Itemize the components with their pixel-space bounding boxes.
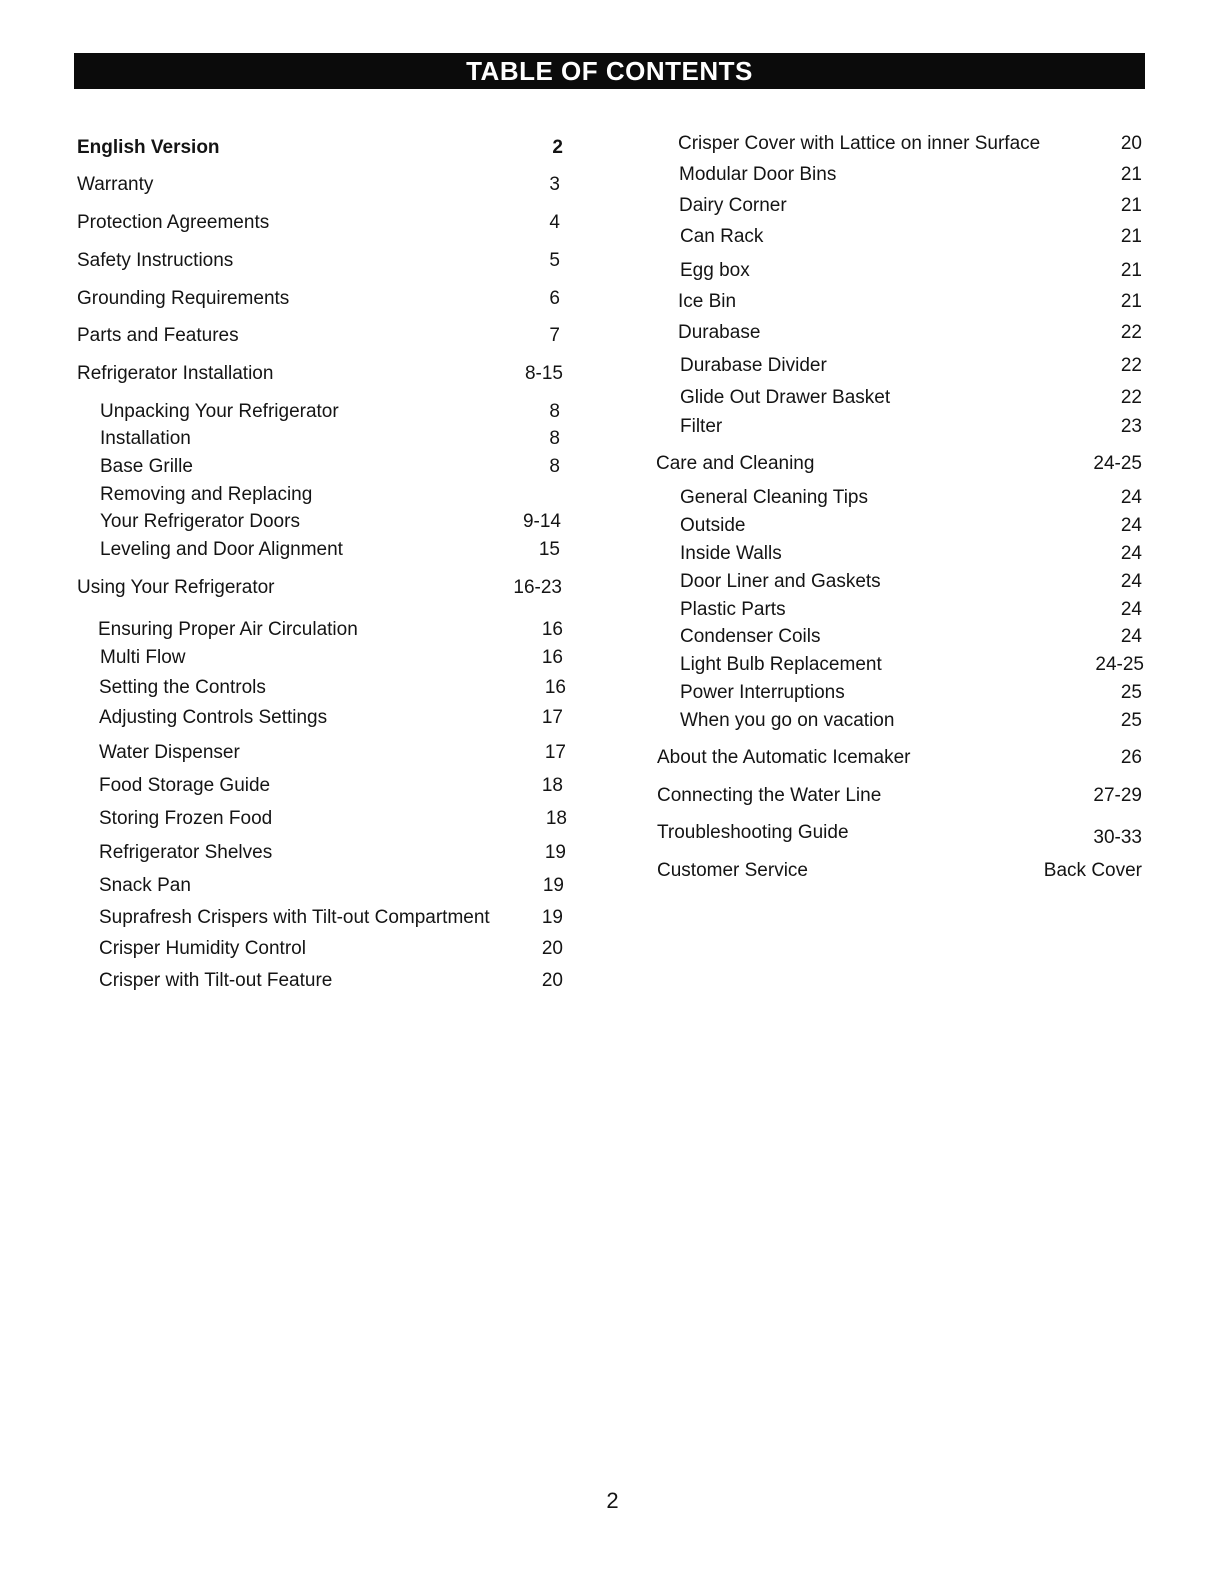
toc-entry-label: Egg box <box>680 260 750 281</box>
toc-entry-label: Food Storage Guide <box>99 775 271 796</box>
toc-entry-refrigerator-installation <box>77 363 563 385</box>
toc-entry-warranty <box>77 174 560 196</box>
toc-entry-page: 5 <box>549 250 560 271</box>
toc-entry-condenser-coils <box>680 626 1142 648</box>
toc-entry-snack-pan <box>99 875 564 897</box>
toc-entry-protection-agreements <box>77 212 560 234</box>
toc-entry-modular-door-bins <box>679 164 1142 186</box>
toc-entry-label: Grounding Requirements <box>77 288 290 309</box>
toc-entry-light-bulb-replacement <box>680 654 1144 676</box>
toc-entry-english-version <box>77 137 563 159</box>
toc-entry-page: 26 <box>1120 747 1142 768</box>
toc-entry-connecting-the-water-line <box>657 785 1142 807</box>
toc-entry-label: Connecting the Water Line <box>657 785 882 806</box>
toc-entry-plastic-parts <box>680 599 1142 621</box>
toc-entry-parts-and-features <box>77 325 560 347</box>
toc-entry-leveling-and-door-alignment <box>100 539 560 561</box>
toc-entry-label: Protection Agreements <box>77 212 270 233</box>
toc-entry-label: Crisper Humidity Control <box>99 938 306 959</box>
toc-entry-page: 24-25 <box>1093 453 1142 474</box>
toc-entry-page: 24 <box>1120 487 1142 508</box>
toc-entry-page: 16-23 <box>513 577 562 598</box>
toc-entry-crisper-humidity-control <box>99 938 563 960</box>
toc-entry-label: Using Your Refrigerator <box>77 577 275 598</box>
toc-entry-power-interruptions <box>680 682 1142 704</box>
toc-entry-grounding-requirements <box>77 288 560 310</box>
toc-entry-removing-and-replacing <box>100 484 560 506</box>
toc-entry-page: 8 <box>549 428 560 449</box>
toc-entry-label: Your Refrigerator Doors <box>100 511 300 532</box>
toc-entry-installation <box>100 428 560 450</box>
toc-entry-label: Ice Bin <box>678 291 737 312</box>
toc-entry-page: 8 <box>549 456 560 477</box>
toc-entry-page: 2 <box>552 137 563 158</box>
toc-entry-label: Adjusting Controls Settings <box>99 707 328 728</box>
toc-entry-crisper-with-tilt-out-feature <box>99 970 563 992</box>
toc-entry-label: General Cleaning Tips <box>680 487 868 508</box>
toc-entry-page: 4 <box>549 212 560 233</box>
toc-entry-water-dispenser <box>99 742 566 764</box>
toc-entry-page: 20 <box>541 970 563 991</box>
toc-entry-page: 17 <box>541 707 563 728</box>
toc-entry-label: Leveling and Door Alignment <box>100 539 343 560</box>
toc-entry-page: 16 <box>541 619 563 640</box>
page-number: 2 <box>606 1488 619 1513</box>
toc-entry-label: Water Dispenser <box>99 742 240 763</box>
toc-entry-label: Suprafresh Crispers with Tilt-out Compartment <box>99 907 490 928</box>
toc-entry-label: Parts and Features <box>77 325 239 346</box>
toc-entry-durabase <box>678 322 1142 344</box>
toc-entry-suprafresh-crispers-with-tilt-out-compartment <box>99 907 563 929</box>
toc-entry-label: Modular Door Bins <box>679 164 837 185</box>
toc-entry-label: Storing Frozen Food <box>99 808 273 829</box>
toc-entry-label: Crisper Cover with Lattice on inner Surface <box>678 133 1041 154</box>
toc-entry-general-cleaning-tips <box>680 487 1142 509</box>
toc-entry-dairy-corner <box>679 195 1142 217</box>
toc-entry-page: 19 <box>542 875 564 896</box>
toc-entry-door-liner-and-gaskets <box>680 571 1142 593</box>
toc-entry-label: Setting the Controls <box>99 677 266 698</box>
toc-entry-label: Removing and Replacing <box>100 484 313 505</box>
toc-entry-label: Durabase <box>678 322 761 343</box>
toc-entry-page: 22 <box>1120 387 1142 408</box>
toc-entry-page: Back Cover <box>1043 860 1142 881</box>
toc-entry-page: 24 <box>1120 599 1142 620</box>
toc-entry-label: Refrigerator Installation <box>77 363 274 384</box>
toc-entry-page: 18 <box>545 808 567 829</box>
toc-entry-page: 16 <box>544 677 566 698</box>
toc-entry-setting-the-controls <box>99 677 566 699</box>
toc-entry-label: Light Bulb Replacement <box>680 654 882 675</box>
toc-entry-troubleshooting-guide <box>657 822 1142 848</box>
toc-entry-unpacking-your-refrigerator <box>100 401 560 423</box>
toc-entry-can-rack <box>680 226 1142 248</box>
toc-entry-your-refrigerator-doors <box>100 511 561 533</box>
toc-entry-page: 27-29 <box>1093 785 1142 806</box>
toc-entry-egg-box <box>680 260 1142 282</box>
toc-entry-page: 22 <box>1120 322 1142 343</box>
toc-entry-page: 21 <box>1120 195 1142 216</box>
toc-entry-page: 24 <box>1120 571 1142 592</box>
toc-entry-filter <box>680 416 1142 438</box>
toc-entry-ensuring-proper-air-circulation <box>98 619 563 641</box>
toc-entry-durabase-divider <box>680 355 1142 377</box>
toc-entry-page: 7 <box>549 325 560 346</box>
toc-entry-page: 6 <box>549 288 560 309</box>
toc-entry-page: 17 <box>544 742 566 763</box>
toc-entry-page: 25 <box>1120 682 1142 703</box>
toc-entry-about-the-automatic-icemaker <box>657 747 1142 769</box>
toc-entry-page: 20 <box>541 938 563 959</box>
toc-entry-using-your-refrigerator <box>77 577 562 599</box>
toc-entry-adjusting-controls-settings <box>99 707 563 729</box>
toc-entry-label: Durabase Divider <box>680 355 827 376</box>
toc-entry-label: Door Liner and Gaskets <box>680 571 881 592</box>
toc-entry-base-grille <box>100 456 560 478</box>
toc-entry-label: Dairy Corner <box>679 195 787 216</box>
toc-entry-page: 21 <box>1120 226 1142 247</box>
toc-entry-page: 30-33 <box>1093 827 1142 848</box>
toc-entry-label: Inside Walls <box>680 543 782 564</box>
toc-entry-label: Troubleshooting Guide <box>657 822 849 843</box>
toc-title: TABLE OF CONTENTS <box>466 55 753 86</box>
toc-entry-page: 8 <box>549 401 560 422</box>
toc-entry-label: English Version <box>77 137 220 158</box>
toc-entry-label: Care and Cleaning <box>656 453 815 474</box>
toc-entry-page: 22 <box>1120 355 1142 376</box>
toc-entry-page: 24 <box>1120 626 1142 647</box>
toc-entry-crisper-cover-with-lattice-on-inner-surface <box>678 133 1142 155</box>
toc-entry-ice-bin <box>678 291 1142 313</box>
toc-entry-safety-instructions <box>77 250 560 272</box>
toc-entry-page: 19 <box>544 842 566 863</box>
toc-entry-page: 18 <box>541 775 563 796</box>
toc-entry-label: About the Automatic Icemaker <box>657 747 911 768</box>
toc-entry-refrigerator-shelves <box>99 842 566 864</box>
toc-entry-page: 16 <box>541 647 563 668</box>
toc-entry-label: Unpacking Your Refrigerator <box>100 401 339 422</box>
toc-entry-label: Ensuring Proper Air Circulation <box>98 619 358 640</box>
toc-entry-page: 19 <box>541 907 563 928</box>
toc-entry-label: When you go on vacation <box>680 710 895 731</box>
toc-entry-label: Refrigerator Shelves <box>99 842 273 863</box>
toc-entry-label: Condenser Coils <box>680 626 821 647</box>
toc-entry-inside-walls <box>680 543 1142 565</box>
toc-entry-label: Base Grille <box>100 456 193 477</box>
toc-entry-page: 3 <box>549 174 560 195</box>
toc-entry-outside <box>680 515 1142 537</box>
toc-entry-page: 25 <box>1120 710 1142 731</box>
toc-entry-label: Plastic Parts <box>680 599 786 620</box>
toc-entry-label: Installation <box>100 428 191 449</box>
toc-entry-page: 21 <box>1120 291 1142 312</box>
toc-entry-page: 24 <box>1120 515 1142 536</box>
toc-entry-label: Warranty <box>77 174 154 195</box>
toc-entry-page: 23 <box>1120 416 1142 437</box>
toc-entry-page: 24-25 <box>1095 654 1144 675</box>
toc-entry-label: Filter <box>680 416 723 437</box>
toc-entry-storing-frozen-food <box>99 808 567 830</box>
toc-entry-label: Glide Out Drawer Basket <box>680 387 891 408</box>
toc-entry-page: 21 <box>1120 260 1142 281</box>
toc-entry-page: 15 <box>538 539 560 560</box>
toc-entry-label: Multi Flow <box>100 647 186 668</box>
toc-entry-page: 8-15 <box>524 363 563 384</box>
toc-entry-customer-service <box>657 860 1142 882</box>
toc-entry-label: Safety Instructions <box>77 250 234 271</box>
toc-header-banner <box>74 53 1145 89</box>
toc-entry-label: Power Interruptions <box>680 682 845 703</box>
toc-entry-page: 20 <box>1120 133 1142 154</box>
toc-entry-label: Snack Pan <box>99 875 191 896</box>
toc-entry-page: 24 <box>1120 543 1142 564</box>
toc-entry-when-you-go-on-vacation <box>680 710 1142 732</box>
toc-entry-label: Outside <box>680 515 746 536</box>
toc-entry-label: Customer Service <box>657 860 808 881</box>
toc-entry-care-and-cleaning <box>656 453 1142 475</box>
toc-entry-label: Can Rack <box>680 226 764 247</box>
toc-entry-label: Crisper with Tilt-out Feature <box>99 970 333 991</box>
toc-entry-multi-flow <box>100 647 563 669</box>
toc-entry-food-storage-guide <box>99 775 563 797</box>
toc-entry-page: 9-14 <box>522 511 561 532</box>
toc-entry-glide-out-drawer-basket <box>680 387 1142 409</box>
toc-entry-page: 21 <box>1120 164 1142 185</box>
